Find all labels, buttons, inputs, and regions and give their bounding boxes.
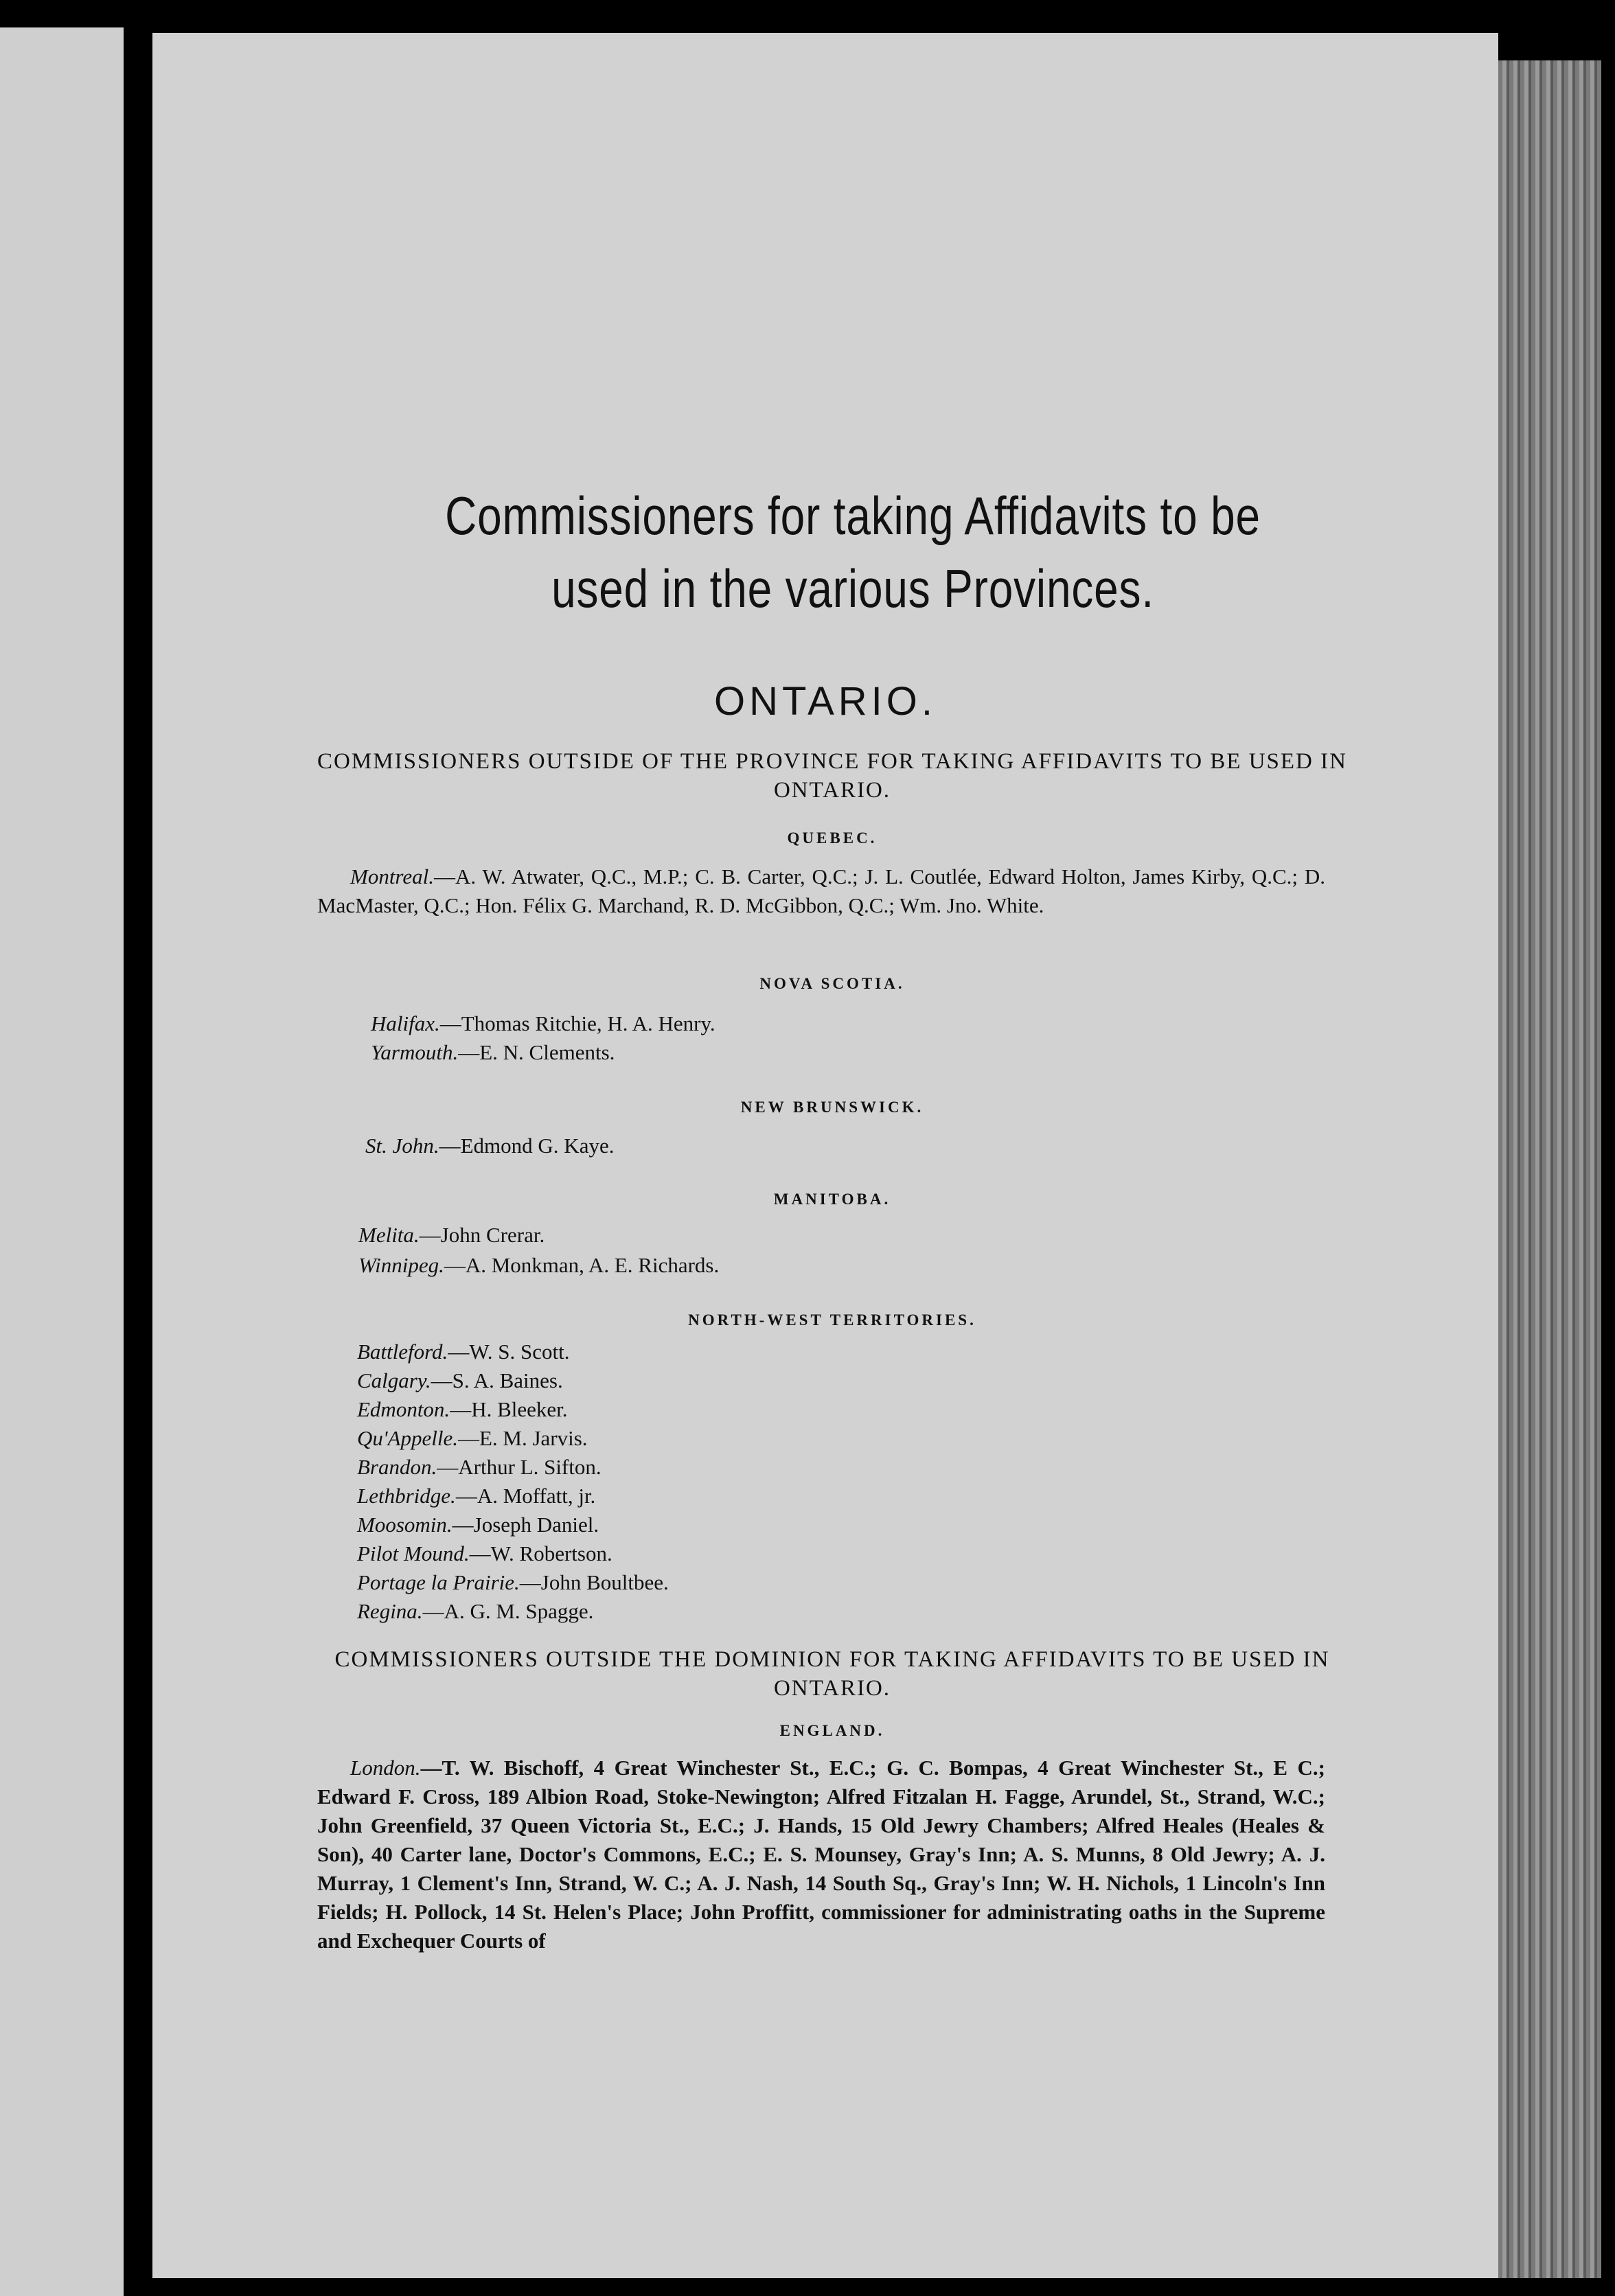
document-page (152, 33, 1498, 2278)
commissioner-names: —E. N. Clements. (458, 1040, 615, 1064)
entry-pilot-mound (357, 1539, 612, 1568)
place-name: Portage la Prairie. (357, 1570, 520, 1594)
place-name: Pilot Mound. (357, 1541, 470, 1565)
place-name: Melita. (358, 1223, 420, 1247)
place-name: Edmonton. (357, 1397, 450, 1421)
entry-moosomin (357, 1511, 599, 1539)
place-name: Calgary. (357, 1368, 431, 1392)
entry-regina (357, 1597, 593, 1626)
book-page-edges (1498, 60, 1601, 2278)
commissioner-names: —Thomas Ritchie, H. A. Henry. (439, 1011, 715, 1035)
section-heading-outside-province: COMMISSIONERS OUTSIDE OF THE PROVINCE FOR TAKING AFFIDAVITS TO BE USED IN ONTARIO. (317, 749, 1347, 803)
commissioner-names: —T. W. Bischoff, 4 Great Winchester St., E.C.; G. C. Bompas, 4 Great Winchester St., E C.; Edward F. Cross, 189 Albion Road, Stoke-Newington; Alfred Fitzalan H. Fagge, Arundel, St., Strand, W.C.; John Greenfield, 37 Queen Victoria St., E.C.; J. Hands, 15 Old Jewry Chambers; Alfred Heales (Heales & Son), 40 Carter lane, Doctor's Commons, E.C.; E. S. Mounsey, Gray's Inn; A. S. Munns, 8 Old Jewry; A. J. Murray, 1 Clement's Inn, Strand, W. C.; A. J. Nash, 14 South Sq., Gray's Inn; W. H. Nichols, 1 Lincoln's Inn Fields; H. Pollock, 14 St. Helen's Place; John Proffitt, commissioner for administrating oaths in the Supreme and Exchequer Courts of (317, 1756, 1325, 1953)
entry-halifax (371, 1009, 715, 1038)
entry-lethbridge (357, 1482, 595, 1511)
commissioner-names: —A. Monkman, A. E. Richards. (444, 1253, 720, 1277)
region-heading-manitoba: MANITOBA. (773, 1191, 891, 1208)
quebec-entry (317, 862, 1325, 920)
entry-winnipeg (358, 1251, 719, 1280)
commissioner-names: —H. Bleeker. (450, 1397, 568, 1421)
place-name: Brandon. (357, 1455, 437, 1479)
entry-calgary (357, 1366, 563, 1395)
place-name: Qu'Appelle. (357, 1426, 458, 1450)
place-name: Winnipeg. (358, 1253, 444, 1277)
entry-melita (358, 1221, 545, 1250)
place-name: Regina. (357, 1599, 423, 1623)
commissioner-names: —Joseph Daniel. (452, 1513, 599, 1537)
commissioner-names: —John Boultbee. (519, 1570, 669, 1594)
region-heading-north-west-territories: NORTH-WEST TERRITORIES. (688, 1311, 976, 1329)
region-heading-new-brunswick: NEW BRUNSWICK. (740, 1099, 924, 1116)
entry-st-john (365, 1132, 614, 1160)
commissioner-names: —Edmond G. Kaye. (439, 1134, 615, 1158)
entry-battleford (357, 1338, 569, 1366)
commissioner-names: —A. Moffatt, jr. (455, 1484, 596, 1508)
place-name: Halifax. (371, 1011, 440, 1035)
commissioner-names: —W. S. Scott. (448, 1340, 570, 1364)
previous-page-edge (0, 27, 124, 2296)
region-heading-quebec: QUEBEC. (787, 829, 878, 847)
section-heading-outside-dominion: COMMISSIONERS OUTSIDE THE DOMINION FOR TAKING AFFIDAVITS TO BE USED IN ONTARIO. (334, 1647, 1330, 1701)
entry-brandon (357, 1453, 602, 1482)
entry-qu-appelle (357, 1424, 588, 1453)
place-name: Yarmouth. (371, 1040, 459, 1064)
place-name: Moosomin. (357, 1513, 453, 1537)
england-entry (317, 1754, 1325, 1955)
place-name: Lethbridge. (357, 1484, 456, 1508)
commissioner-names: —E. M. Jarvis. (457, 1426, 588, 1450)
region-heading-england: ENGLAND. (779, 1722, 885, 1739)
entry-portage-la-prairie (357, 1568, 669, 1597)
place-name: London. (350, 1756, 421, 1780)
commissioner-names: —A. G. M. Spagge. (422, 1599, 594, 1623)
commissioner-names: —A. W. Atwater, Q.C., M.P.; C. B. Carter, Q.C.; J. L. Coutlée, Edward Holton, James Kirby, Q.C.; D. MacMaster, Q.C.; Hon. Félix G. Marchand, R. D. McGibbon, Q.C.; Wm. Jno. White. (317, 864, 1325, 917)
entry-yarmouth (371, 1038, 615, 1067)
commissioner-names: —S. A. Baines. (431, 1368, 563, 1392)
region-heading-nova-scotia: NOVA SCOTIA. (759, 975, 905, 992)
province-title: ONTARIO. (713, 679, 937, 724)
commissioner-names: —Arthur L. Sifton. (437, 1455, 602, 1479)
commissioner-names: —W. Robertson. (469, 1541, 612, 1565)
page-headline: Commissioners for taking Affidavits to be used in the various Provinces. (445, 485, 1261, 619)
place-name: Montreal. (350, 864, 434, 888)
place-name: Battleford. (357, 1340, 448, 1364)
entry-edmonton (357, 1395, 568, 1424)
place-name: St. John. (365, 1134, 439, 1158)
commissioner-names: —John Crerar. (419, 1223, 545, 1247)
